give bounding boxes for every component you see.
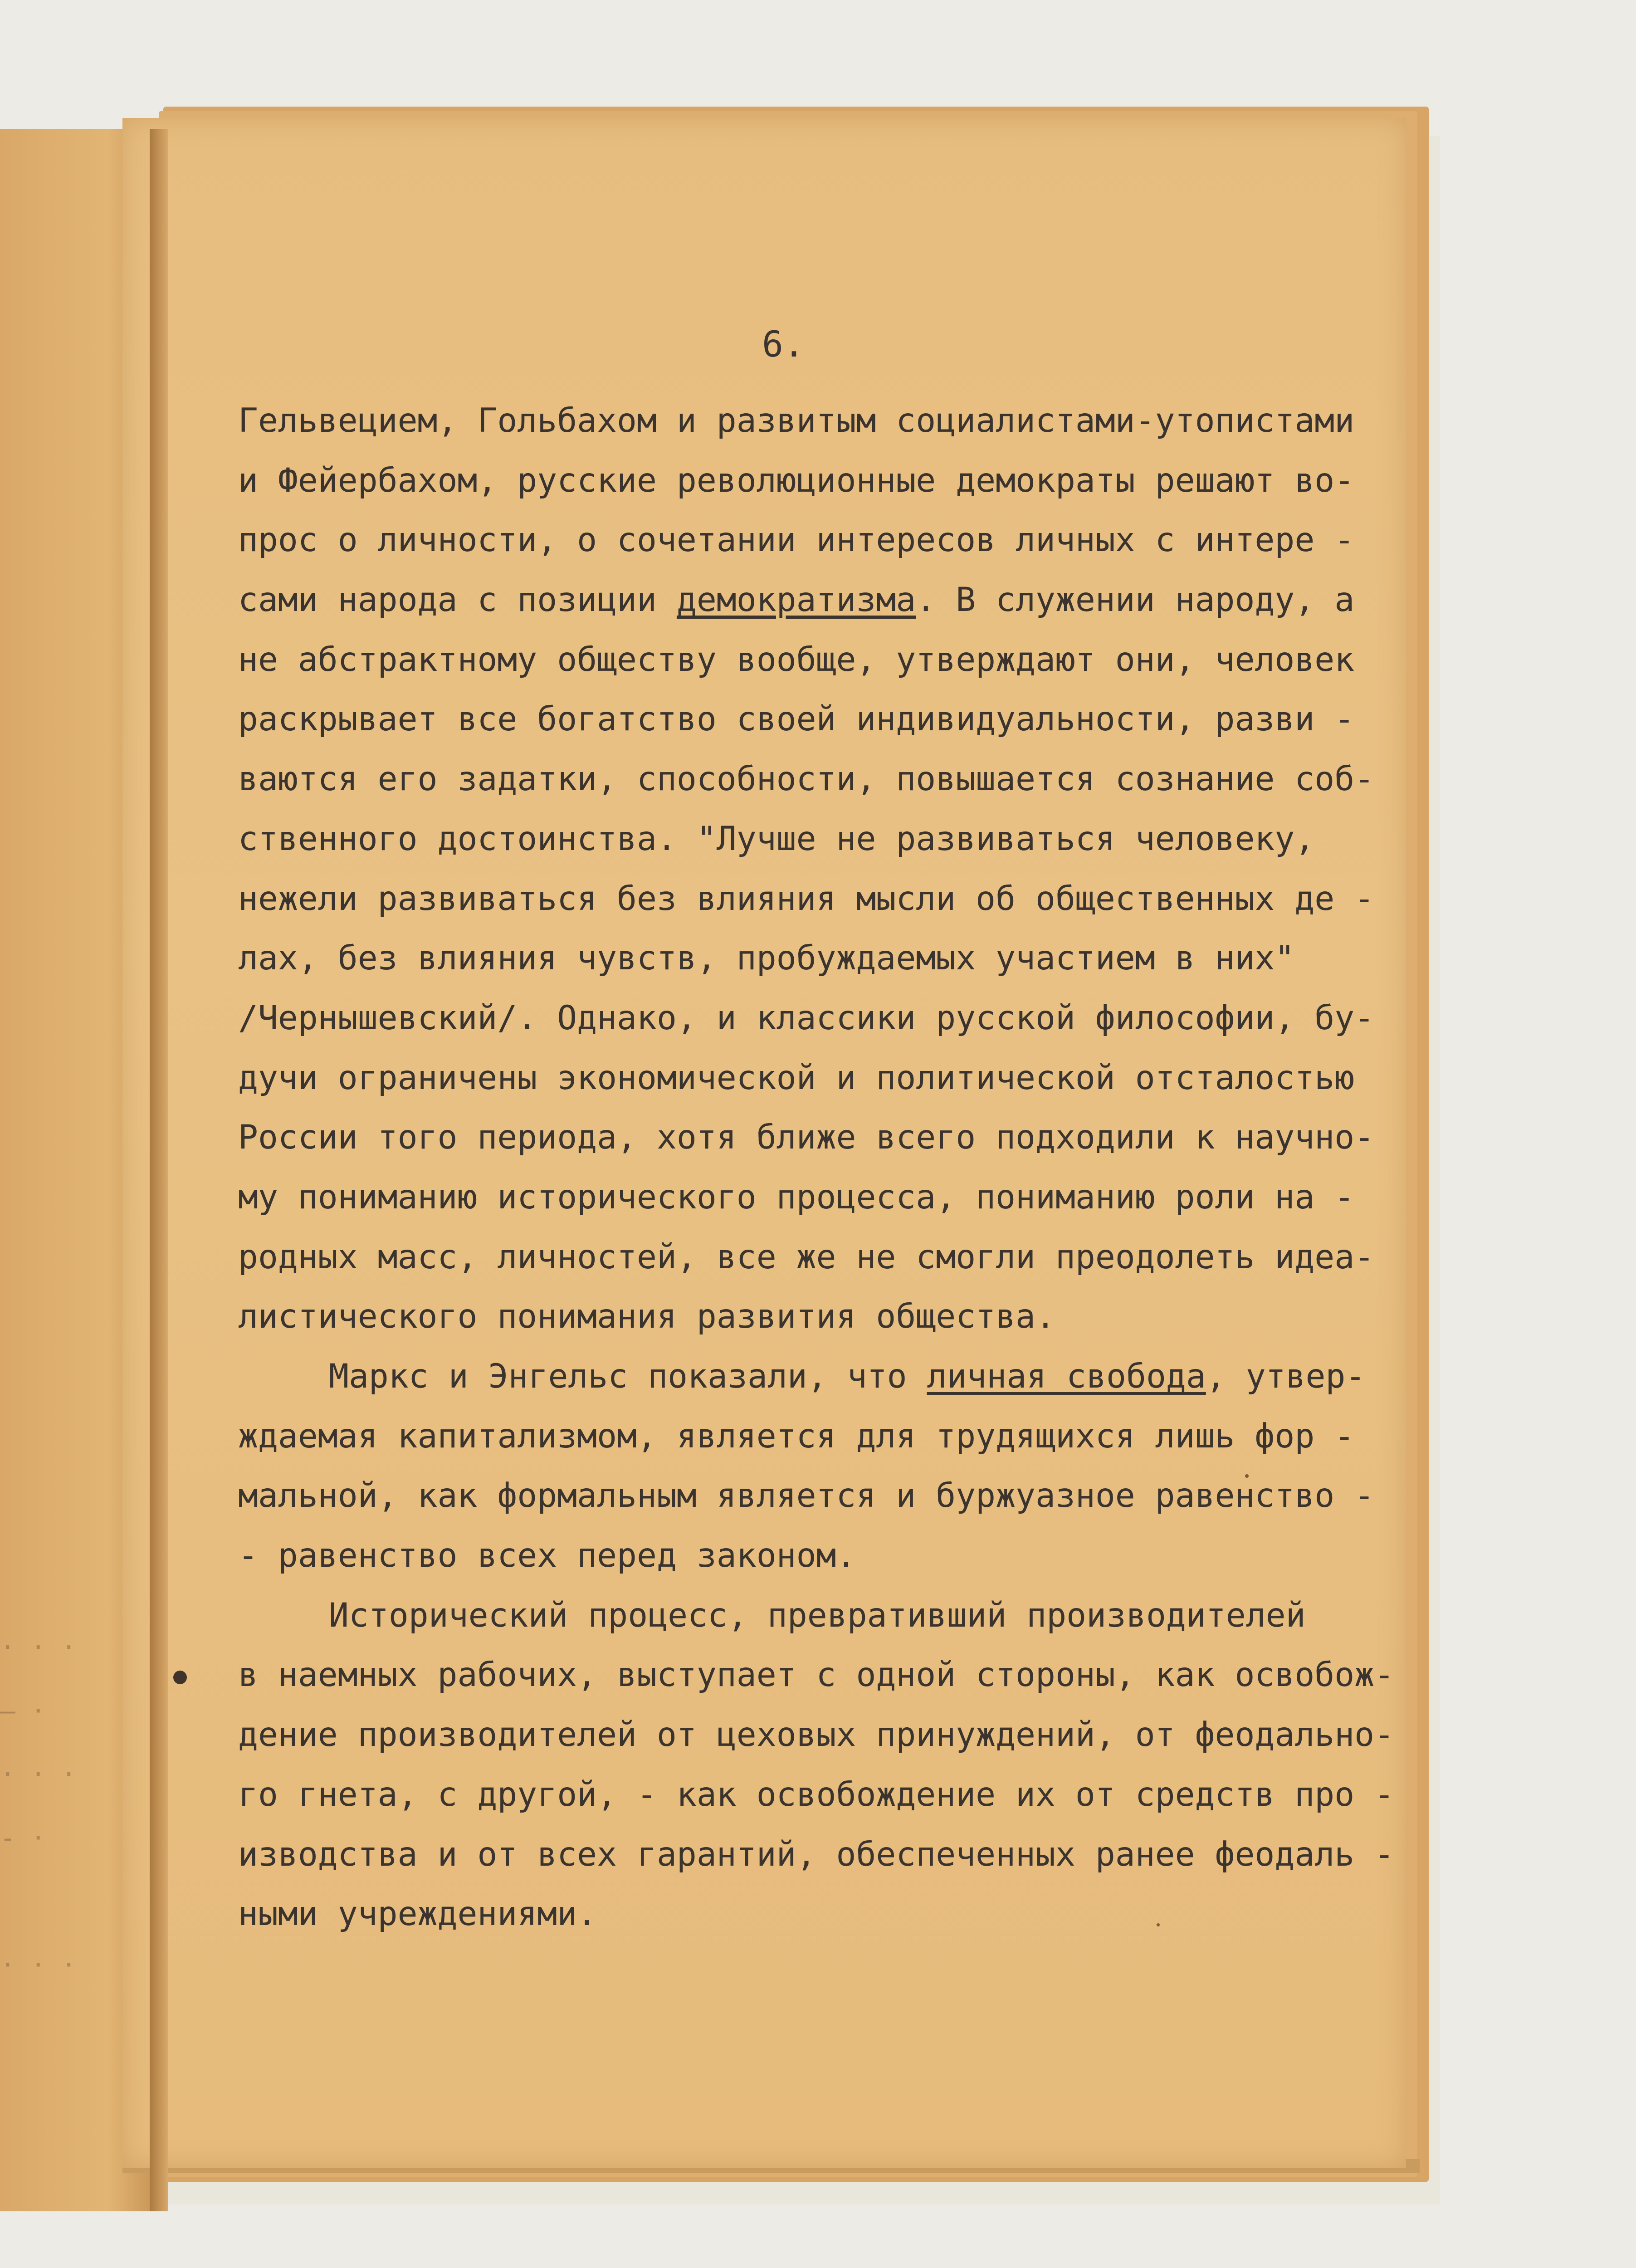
- underlined-term: личная свобода: [927, 1357, 1206, 1396]
- paragraph-first-line: Исторический процесс, превративший производителей: [329, 1596, 1306, 1635]
- book-gutter: [150, 129, 168, 2211]
- text-line: дучи ограничены экономической и политической отсталостью: [238, 1058, 1355, 1097]
- text-line: го гнета, с другой, - как освобождение их от средств про -: [238, 1775, 1395, 1814]
- paragraph-first-line: Маркс и Энгельс показали, что личная свобода, утвер-: [329, 1357, 1366, 1396]
- text-line: прос о личности, о сочетании интересов личных с интере -: [238, 521, 1355, 560]
- text-line: ваются его задатки, способности, повышается сознание соб-: [238, 760, 1375, 799]
- text-line: раскрывает все богатство своей индивидуальности, разви -: [238, 700, 1355, 739]
- typewritten-body-text: [238, 391, 1395, 1944]
- ink-blot-mark: [173, 1671, 187, 1684]
- text-line: в наемных рабочих, выступает с одной стороны, как освобож-: [238, 1656, 1395, 1695]
- text-line: листического понимания развития общества.: [238, 1297, 1055, 1336]
- text-line: родных масс, личностей, все же не смогли преодолеть идеа-: [238, 1237, 1375, 1276]
- text-line: нежели развиваться без влияния мысли об общественных де -: [238, 879, 1375, 918]
- text-line: му пониманию исторического процесса, пониманию роли на -: [238, 1178, 1355, 1217]
- text-line: - равенство всех перед законом.: [238, 1536, 856, 1575]
- text-line: изводства и от всех гарантий, обеспеченных ранее феодаль -: [238, 1835, 1395, 1874]
- text-line: лах, без влияния чувств, пробуждаемых участием в них": [238, 939, 1295, 978]
- text-line: ственного достоинства. "Лучше не развиваться человеку,: [238, 819, 1315, 858]
- text-line: ными учреждениями.: [238, 1895, 597, 1934]
- text-line: и Фейербахом, русские революционные демократы решают во-: [238, 461, 1355, 500]
- bleed-through-marks: · · · — · · · · - · · · ·: [0, 1633, 77, 1980]
- text-line: сами народа с позиции демократизма. В служении народу, а: [238, 581, 1355, 620]
- scan-background-right: [1440, 0, 1636, 2268]
- text-line: /Чернышевский/. Однако, и классики русской философии, бу-: [238, 998, 1375, 1037]
- text-line: не абстрактному обществу вообще, утверждают они, человек: [238, 640, 1355, 679]
- scan-background-bottom: [0, 2204, 1636, 2268]
- text-line: мальной, как формальным является и буржуазное равенство -: [238, 1476, 1375, 1515]
- text-line: Гельвецием, Гольбахом и развитым социалистами-утопистами: [238, 401, 1355, 440]
- text-line: дение производителей от цеховых принуждений, от феодально-: [238, 1716, 1395, 1755]
- text-line: России того периода, хотя ближе всего подходили к научно-: [238, 1118, 1375, 1157]
- text-line: ждаемая капитализмом, является для трудящихся лишь фор -: [238, 1417, 1355, 1456]
- page-number: 6.: [762, 324, 805, 365]
- underlined-term: демократизма: [676, 581, 916, 620]
